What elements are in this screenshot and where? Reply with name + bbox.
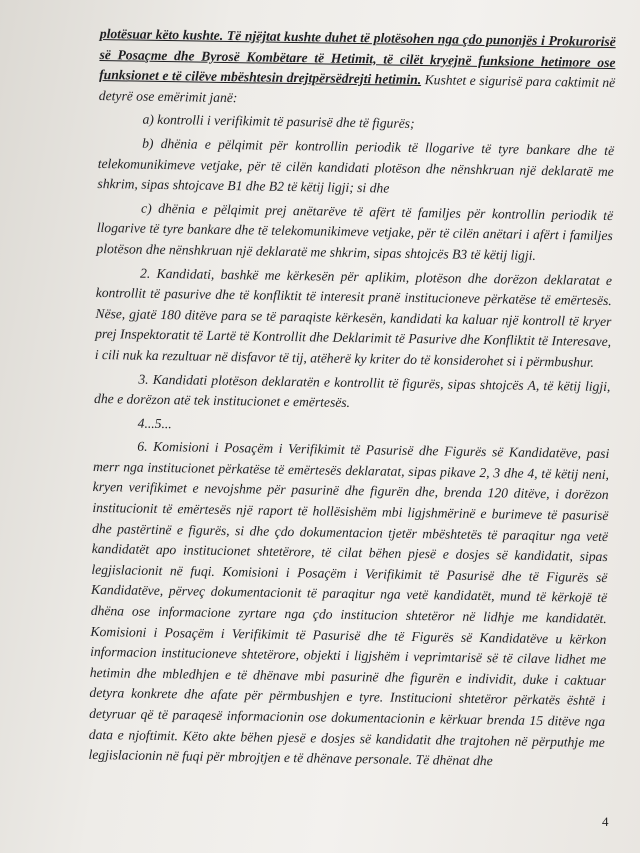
list-item-a: a) kontrolli i verifikimit të pasurisë dhe të figurës; bbox=[142, 112, 415, 132]
paragraph-2: 2. Kandidati, bashkë me kërkesën për aplikim, plotëson dhe dorëzon deklaratat e kontrollit të pasurive dhe të konfliktit të interesit pranë institucioneve përkatëse të emërtesës. Nëse, gjatë 180 ditëve para se të paraqiste kërkesën, kandidati ka kaluar një kontroll të kryer prej Inspektoratit të Lartë të Kontrollit dhe Deklarimit të Pasurive dhe Konfliktit të Interesave, i cili nuk ka rezultuar në disfavor të tij, atëherë ky kriter do të konsiderohet si i përmbushur. bbox=[94, 265, 613, 370]
paragraph-4-5: 4...5... bbox=[137, 415, 172, 431]
paragraph-6: 6. Komisioni i Posaçëm i Verifikimit të Pasurisë dhe Figurës së Kandidatëve, pasi merr nga institucionet përkatëse të emërtesës deklaratat, sipas pikave 2, 3 dhe 4, të këtij neni, kryen verifikimet e nevojshme për pasurinë dhe figurën dhe, brenda 120 ditëve, i dorëzon institucionit të emërtesës një raport të hollësishëm mbi ligjshmërinë e burimeve të pasurisë dhe pastërtinë e figurës, si dhe çdo dokumentacion tjetër mbështetës të paraqitur nga vetë kandidatët apo institucionet shtetërore, të cilat bëhen pjesë e dosjes së kandidatit, sipas legjislacionit në fuqi. Komisioni i Posaçëm i Verifikimit të Pasurisë dhe të Figurës së Kandidatëve, përveç dokumentacionit të paraqitur nga vetë kandidatët, mund të kërkojë të dhëna ose informacione zyrtare nga çdo institucion shtetëror në lidhje me kandidatët. Komisioni i Posaçëm i Verifikimit të Pasurisë dhe të Figurës së Kandidatëve u kërkon informacion institucioneve shtetërore, objekti i ligjshëm i veprimtarisë së të cilave lidhet me hetimin dhe mbledhjen e të dhënave mbi pasurinë dhe figurën e individit, duke i caktuar detyra konkrete dhe afate për përmbushjen e tyre. Institucioni shtetëror përkatës është i detyruar që të paraqesë informacionin ose dokumentacionin e kërkuar brenda 15 ditëve nga data e njoftimit. Këto akte bëhen pjesë e dosjes së kandidatit dhe trajtohen në përputhje me legjislacionin në fuqi për mbrojtjen e të dhënave personale. Të dhënat dhe bbox=[88, 438, 610, 769]
paragraph-3: 3. Kandidati plotëson deklaratën e kontrollit të figurës, sipas shtojcës A, të këtij ligji, dhe e dorëzon atë tek institucionet e emërtesës. bbox=[93, 371, 611, 411]
page-number: 4 bbox=[602, 814, 609, 829]
list-item-b: b) dhënia e pëlqimit për kontrollin periodik të llogarive të tyre bankare dhe të telekomunikimeve vetjake, për të cilën kandidati plotëson dhe nënshkruan një deklaratë me shkrim, sipas shtojcave B1 dhe B2 të këtij ligji; si dhe bbox=[97, 135, 615, 196]
intro-rest-text: Kushtet e sigurisë para caktimit në detyrë ose emërimit janë: bbox=[98, 72, 616, 105]
intro-paragraph bbox=[99, 24, 616, 114]
list-item-c: c) dhënia e pëlqimit prej anëtarëve të afërt të familjes për kontrollin periodik të llogarive të tyre bankare dhe të telekomunikimeve vetjake, për të cilën anëtari i afërt i familjes plotëson dhe nënshkruan një deklaratë me shkrim, sipas shtojcës B3 të këtij ligji. bbox=[96, 200, 614, 263]
intro-bold-text: plotësuar këto kushte. Të njëjtat kushte duhet të plotësohen nga çdo punonjës i Prokurorisë së Posaçme dhe Byrosë Kombëtare të Hetimit, të cilët kryejnë funksione hetimore ose funksionet e të cilëve mbështesin drejtpërsëdrejti hetimin. bbox=[99, 25, 616, 88]
document-body bbox=[88, 24, 616, 777]
